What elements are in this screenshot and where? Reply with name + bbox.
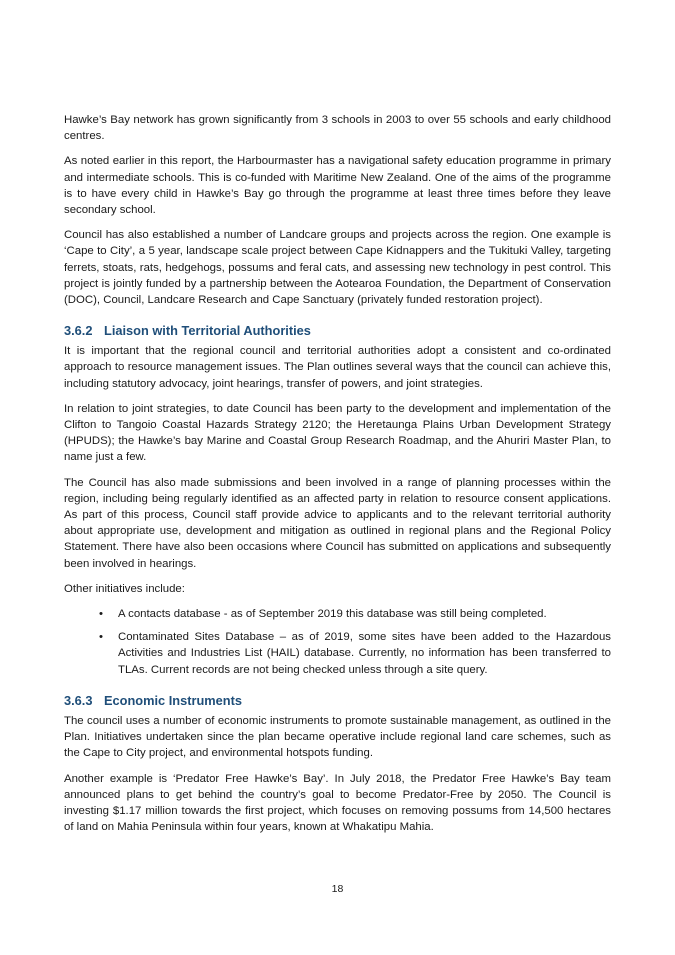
- list-item-text: Contaminated Sites Database – as of 2019, some sites have been added to the Hazardous Activities and Industries List (HAIL) database. Currently, no information has been transferred to TLAs. Current records are not being checked unless through a site query.: [118, 631, 611, 676]
- paragraph: Another example is ‘Predator Free Hawke’s Bay’. In July 2018, the Predator Free Hawke’s Bay team announced plans to get behind the country’s goal to become Predator-Free by 2050. The Council is investing $1.17 million towards the first project, which focuses on removing possums from 14,500 hectares of land on Mahia Peninsula within four years, known at Whakatipu Mahia.: [64, 772, 611, 834]
- section-number: 3.6.3: [64, 692, 93, 708]
- page-number: 18: [331, 883, 344, 895]
- paragraph: As noted earlier in this report, the Harbourmaster has a navigational safety education programme in primary and intermediate schools. This is co-funded with Maritime New Zealand. One of the aims of the programme is to have every child in Hawke’s Bay go through the programme at least three times before they leave secondary school.: [64, 155, 611, 217]
- paragraph: The Council has also made submissions and been involved in a range of planning processes within the region, including being regularly identified as an affected party in relation to resource consent applications. As part of this process, Council staff provide advice to applicants and to the relevant territorial authority about appropriate use, development and mitigation as outlined in regional plans and the Regional Policy Statement. There have also been occasions where Council has submitted on applications and subsequently been involved in hearings.: [64, 476, 611, 570]
- list-item: [64, 606, 611, 622]
- paragraph: The council uses a number of economic instruments to promote sustainable management, as outlined in the Plan. Initiatives undertaken since the plan became operative include regional land care schemes, such as the Cape to City project, and environmental hotspots funding.: [64, 714, 611, 760]
- section-number: 3.6.2: [64, 323, 93, 339]
- section-title: Liaison with Territorial Authorities: [104, 323, 311, 339]
- section-title: Economic Instruments: [104, 692, 242, 708]
- bullet-icon: •: [99, 631, 103, 644]
- bullet-icon: •: [99, 608, 103, 621]
- paragraph: Council has also established a number of Landcare groups and projects across the region. One example is ‘Cape to City’, a 5 year, landscape scale project between Cape Kidnappers and the Tukituki Valley, targeting ferrets, stoats, rats, hedgehogs, possums and feral cats, and assessing new technology in pest control. This project is jointly funded by a partnership between the Aotearoa Foundation, the Department of Conservation (DOC), Council, Landcare Research and Cape Sanctuary (privately funded restoration project).: [64, 229, 611, 307]
- section-heading-3-6-3: [64, 693, 611, 709]
- paragraph: In relation to joint strategies, to date Council has been party to the development and implementation of the Clifton to Tangoio Coastal Hazards Strategy 2120; the Heretaunga Plains Urban Development Strategy (HPUDS); the Hawke’s bay Marine and Coastal Group Research Roadmap, and the Ahuriri Master Plan, to name just a few.: [64, 402, 611, 464]
- paragraph: Other initiatives include:: [64, 582, 185, 595]
- paragraph: Hawke’s Bay network has grown significantly from 3 schools in 2003 to over 55 schools and early childhood centres.: [64, 114, 611, 143]
- document-body: [64, 112, 611, 844]
- section-heading-3-6-2: [64, 323, 611, 339]
- paragraph: It is important that the regional council and territorial authorities adopt a consistent and co-ordinated approach to resource management issues. The Plan outlines several ways that the council can achieve this, including statutory advocacy, joint hearings, transfer of powers, and joint strategies.: [64, 345, 611, 390]
- list-item: [64, 629, 611, 678]
- bullet-list: [64, 606, 611, 678]
- list-item-text: A contacts database - as of September 2019 this database was still being completed.: [118, 608, 547, 621]
